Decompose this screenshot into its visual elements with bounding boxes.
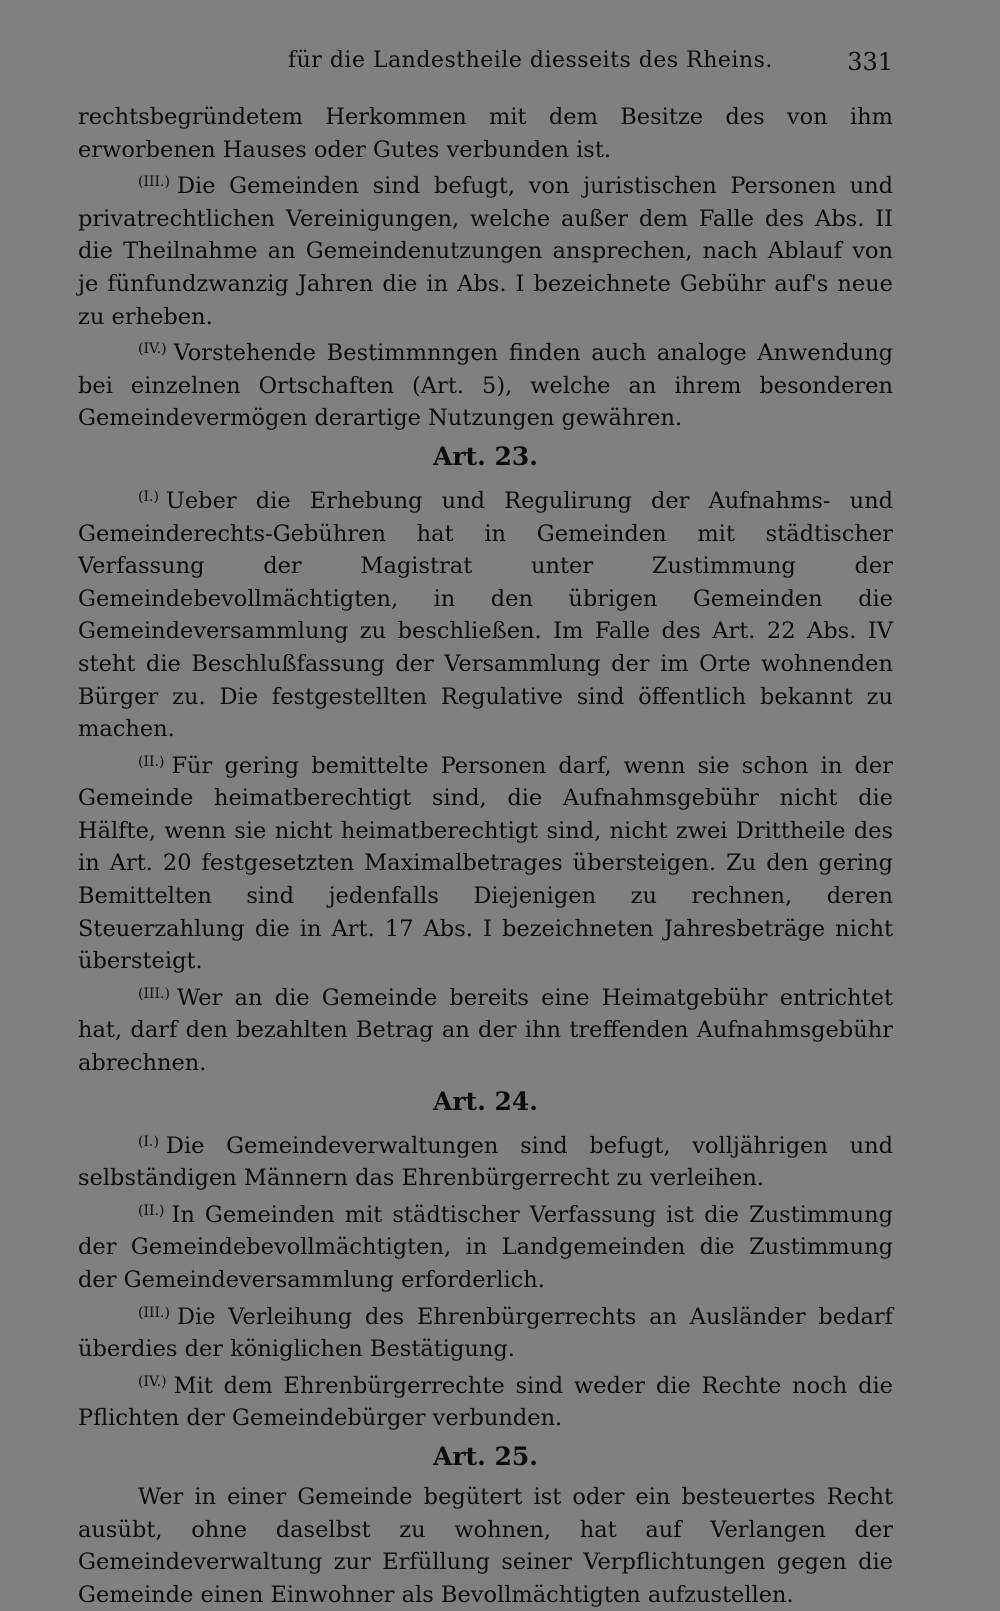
document-body (78, 101, 893, 1611)
article-heading-23: Art. 23. (432, 441, 539, 471)
paragraph-art23-abs3 (78, 978, 893, 1080)
paragraph-art24-abs3 (78, 1297, 893, 1366)
paragraph-text: In Gemeinden mit städtischer Verfassung ist die Zustimmung der Gemeindebevollmächtigten, in Landgemeinden die Zustimmung der Gemeindeversammlung erforderlich. (78, 1201, 893, 1293)
paragraph-text: Mit dem Ehrenbürgerrechte sind weder die Rechte noch die Pflichten der Gemeindebürger verbunden. (78, 1372, 893, 1432)
paragraph-text: Die Verleihung des Ehrenbürgerrechts an Ausländer bedarf überdies der königlichen Bestätigung. (78, 1303, 893, 1363)
paragraph-art24-abs4 (78, 1366, 893, 1435)
paragraph-text: Ueber die Erhebung und Regulirung der Aufnahms- und Gemeinderechts-Gebühren hat in Gemeinden mit städtischer Verfassung der Magistrat unter Zustimmung der Gemeindebevollmächtigten, in den übrigen Gemeinden die Gemeindeversammlung zu beschließen. Im Falle des Art. 22 Abs. IV steht die Beschlußfassung der Versammlung der im Orte wohnenden Bürger zu. Die festgestellten Regulative sind öffentlich bekannt zu machen. (78, 487, 893, 743)
paragraph-marker: (II.) (138, 753, 165, 770)
paragraph-art23-abs1 (78, 481, 893, 746)
paragraph-marker: (III.) (138, 1304, 170, 1321)
paragraph-text: Wer an die Gemeinde bereits eine Heimatgebühr entrichtet hat, darf den bezahlten Betrag an der ihn treffenden Aufnahmsgebühr abrechnen. (78, 984, 893, 1077)
paragraph-text: Vorstehende Bestimmnngen finden auch analoge Anwendung bei einzelnen Ortschaften (Art. 5), welche an ihrem besonderen Gemeindevermögen derartige Nutzungen gewähren. (78, 340, 893, 432)
paragraph-marker: (III.) (138, 985, 170, 1002)
paragraph-art24-abs1 (78, 1126, 893, 1195)
paragraph-continuation (78, 101, 893, 166)
paragraph-marker: (I.) (138, 488, 159, 505)
paragraph-marker: (III.) (138, 174, 170, 191)
paragraph-art24-abs2 (78, 1195, 893, 1297)
paragraph-marker: (II.) (138, 1202, 165, 1219)
running-title: für die Landestheile diesseits des Rheins. (288, 48, 773, 73)
paragraph-art22-abs4 (78, 333, 893, 435)
paragraph-marker: (IV.) (138, 1373, 167, 1390)
paragraph-text: Die Gemeinden sind befugt, von juristischen Personen und privatrechtlichen Vereinigungen, welche außer dem Falle des Abs. II die Theilnahme an Gemeindenutzungen ansprechen, nach Ablauf von je fünfundzwanzig Jahren die in Abs. I bezeichnete Gebühr auf's neue zu erheben. (78, 173, 893, 330)
article-heading-24: Art. 24. (432, 1086, 539, 1116)
paragraph-marker: (I.) (138, 1133, 159, 1150)
paragraph-text: Die Gemeindeverwaltungen sind befugt, volljährigen und selbständigen Männern das Ehrenbürgerrecht zu verleihen. (78, 1132, 893, 1192)
article-heading-25: Art. 25. (432, 1441, 539, 1471)
paragraph-art22-abs3 (78, 166, 893, 333)
paragraph-text: rechtsbegründetem Herkommen mit dem Besitze des von ihm erworbenen Hauses oder Gutes verbunden ist. (78, 104, 893, 163)
paragraph-art23-abs2 (78, 746, 893, 978)
paragraph-text: Wer in einer Gemeinde begütert ist oder ein besteuertes Recht ausübt, ohne daselbst zu wohnen, hat auf Verlangen der Gemeindeverwaltung zur Erfüllung seiner Verpflichtungen gegen die Gemeinde einen Einwohner als Bevollmächtigten aufzustellen. (78, 1483, 893, 1608)
paragraph-art25 (78, 1481, 893, 1611)
paragraph-text: Für gering bemittelte Personen darf, wenn sie schon in der Gemeinde heimatberechtigt sind, die Aufnahmsgebühr nicht die Hälfte, wenn sie nicht heimatberechtigt sind, nicht zwei Drittheile des in Art. 20 festgesetzten Maximalbetrages übersteigen. Zu den gering Bemittelten sind jedenfalls Diejenigen zu rechnen, deren Steuerzahlung die in Art. 17 Abs. I bezeichneten Jahresbeträge nicht übersteigt. (78, 752, 893, 975)
paragraph-marker: (IV.) (138, 341, 167, 358)
page-number: 331 (847, 48, 893, 76)
page-header (78, 44, 893, 84)
